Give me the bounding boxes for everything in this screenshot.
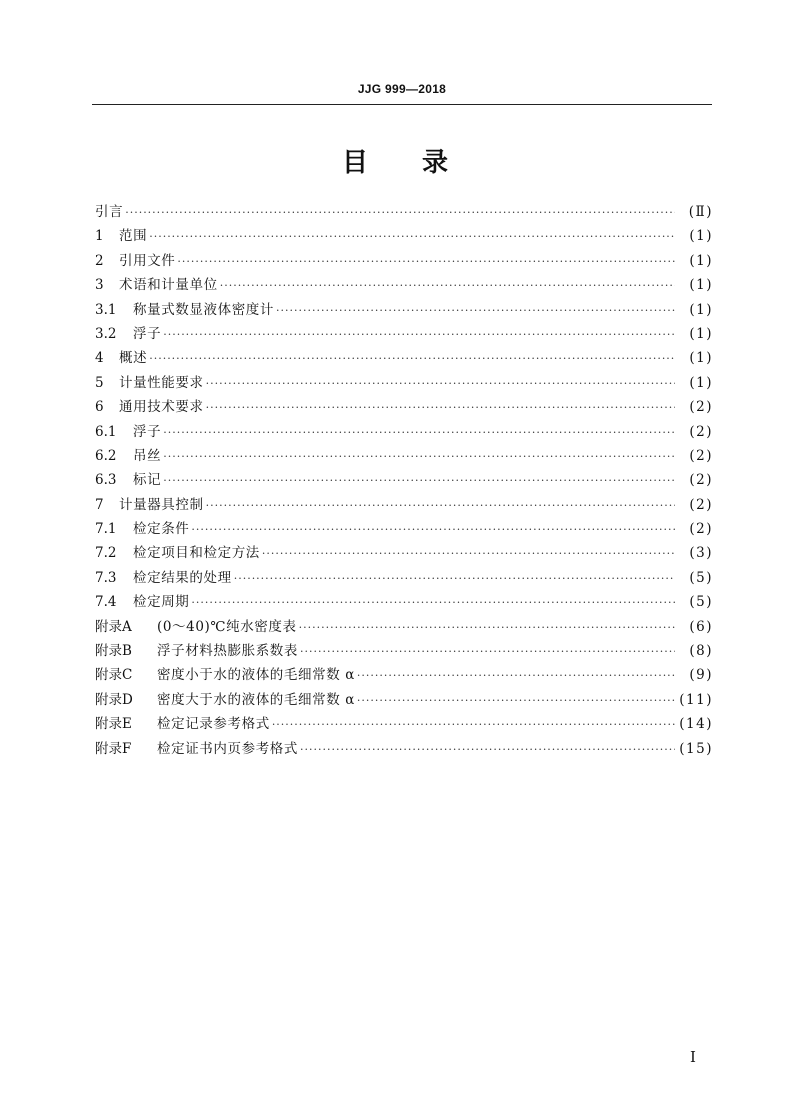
toc-page: (6) (689, 618, 713, 635)
toc-number: 7.2 (95, 545, 117, 562)
toc-label: 范围 (119, 228, 148, 245)
toc-entry-7-1[interactable] (95, 517, 713, 541)
dot-leader (125, 206, 675, 219)
dot-leader (357, 694, 675, 707)
toc-number: 7 (95, 496, 104, 513)
toc-number: 7.4 (95, 594, 117, 611)
dot-leader (163, 426, 675, 439)
toc-entry-7-2[interactable] (95, 541, 713, 565)
toc-page: (1) (689, 277, 713, 294)
dot-leader (262, 547, 675, 560)
toc-entry-3-2[interactable] (95, 322, 713, 346)
dot-leader (163, 450, 675, 463)
toc-page: (3) (689, 545, 713, 562)
toc-label: 浮子 (133, 325, 162, 342)
toc-page: (11) (679, 691, 713, 708)
toc-label: 通用技术要求 (119, 399, 204, 416)
toc-label: 引言 (95, 204, 124, 220)
dot-leader (220, 279, 675, 292)
toc-label: 浮子 (133, 423, 162, 440)
toc-page: (14) (679, 716, 713, 733)
toc-label: 标记 (133, 472, 162, 489)
toc-page: (2) (689, 399, 713, 416)
dot-leader (177, 255, 675, 268)
toc-page: (5) (689, 594, 713, 611)
toc-page: (9) (689, 667, 713, 684)
toc-label: 称量式数显液体密度计 (133, 301, 274, 318)
toc-label: 检定项目和检定方法 (133, 545, 260, 562)
toc-number: 6 (95, 399, 104, 416)
toc-page: (5) (689, 569, 713, 586)
toc-number: 4 (95, 350, 104, 367)
dot-leader (300, 645, 675, 658)
toc-number: 3 (95, 277, 104, 294)
toc-number: 7.1 (95, 521, 117, 538)
toc-label: 检定周期 (133, 594, 190, 611)
toc-entry-6[interactable] (95, 395, 713, 419)
toc-entry-2[interactable] (95, 249, 713, 273)
toc-number: 附录B (95, 643, 132, 660)
toc-number: 附录E (95, 716, 132, 733)
toc-label: 浮子材料热膨胀系数表 (157, 643, 298, 660)
dot-leader (234, 572, 675, 585)
dot-leader (206, 377, 675, 390)
toc-label: 计量器具控制 (119, 496, 204, 513)
dot-leader (272, 718, 675, 731)
toc-entry-3[interactable] (95, 273, 713, 297)
toc-page: (1) (689, 325, 713, 342)
toc-label: 检定证书内页参考格式 (157, 740, 298, 757)
toc-number: 附录F (95, 740, 132, 757)
toc-label: 计量性能要求 (119, 374, 204, 391)
toc-page: (2) (689, 521, 713, 538)
title-char-2: 录 (422, 148, 451, 178)
page-title (0, 142, 792, 179)
toc-number: 2 (95, 252, 104, 269)
toc-entry-appendix-f[interactable] (95, 737, 713, 761)
toc-page: (1) (689, 350, 713, 367)
dot-leader (149, 352, 675, 365)
toc-number: 1 (95, 228, 104, 245)
dot-leader (206, 401, 675, 414)
dot-leader (191, 523, 675, 536)
toc-number: 7.3 (95, 569, 117, 586)
dot-leader (299, 621, 675, 634)
toc-entry-5[interactable] (95, 371, 713, 395)
toc-label: 吊丝 (133, 447, 162, 464)
title-char-1: 目 (341, 148, 370, 178)
toc-label: 密度小于水的液体的毛细常数 α (157, 667, 355, 684)
toc-number: 3.2 (95, 325, 117, 342)
toc-entry-7-3[interactable] (95, 566, 713, 590)
toc-label: 检定记录参考格式 (157, 716, 270, 733)
toc-number: 6.2 (95, 447, 117, 464)
toc-entry-6-1[interactable] (95, 420, 713, 444)
toc-number: 3.1 (95, 301, 117, 318)
toc-label: (0～40)℃纯水密度表 (157, 618, 297, 635)
dot-leader (300, 743, 675, 756)
toc-number: 5 (95, 374, 104, 391)
toc-page: (2) (689, 447, 713, 464)
toc-page: (15) (679, 740, 713, 757)
toc-page: (2) (689, 496, 713, 513)
toc-entry-3-1[interactable] (95, 298, 713, 322)
dot-leader (276, 304, 675, 317)
toc-page: (1) (689, 228, 713, 245)
toc-page: (2) (689, 423, 713, 440)
toc-label: 术语和计量单位 (119, 277, 218, 294)
dot-leader (191, 596, 675, 609)
standard-code-header: JJG 999—2018 (357, 82, 447, 96)
toc-entry-appendix-d[interactable] (95, 688, 713, 712)
table-of-contents (95, 200, 713, 761)
toc-number: 附录D (95, 691, 133, 708)
toc-page: (2) (689, 472, 713, 489)
toc-entry-appendix-a[interactable] (95, 615, 713, 639)
toc-entry-6-3[interactable] (95, 468, 713, 492)
dot-leader (163, 328, 675, 341)
toc-entry-1[interactable] (95, 224, 713, 248)
toc-label: 检定条件 (133, 521, 190, 538)
toc-number: 6.1 (95, 423, 117, 440)
toc-label: 概述 (119, 350, 148, 367)
dot-leader (163, 474, 675, 487)
dot-leader (149, 230, 675, 243)
toc-number: 附录C (95, 667, 133, 684)
toc-entry-appendix-c[interactable] (95, 663, 713, 687)
toc-page: (8) (689, 643, 713, 660)
dot-leader (206, 499, 675, 512)
toc-entry-appendix-e[interactable] (95, 712, 713, 736)
toc-label: 检定结果的处理 (133, 569, 232, 586)
toc-entry-6-2[interactable] (95, 444, 713, 468)
dot-leader (357, 669, 675, 682)
header-divider (92, 104, 712, 105)
toc-label: 密度大于水的液体的毛细常数 α (157, 691, 355, 708)
toc-entry-appendix-b[interactable] (95, 639, 713, 663)
toc-number: 附录A (95, 618, 132, 635)
toc-entry-4[interactable] (95, 346, 713, 370)
page-number: I (690, 1048, 696, 1066)
toc-page: (1) (689, 374, 713, 391)
toc-page: (1) (689, 252, 713, 269)
toc-entry-7[interactable] (95, 493, 713, 517)
toc-entry-7-4[interactable] (95, 590, 713, 614)
toc-page: (Ⅱ) (688, 204, 713, 220)
toc-number: 6.3 (95, 472, 117, 489)
toc-label: 引用文件 (119, 252, 176, 269)
toc-entry-preface[interactable] (95, 200, 713, 224)
toc-page: (1) (689, 301, 713, 318)
